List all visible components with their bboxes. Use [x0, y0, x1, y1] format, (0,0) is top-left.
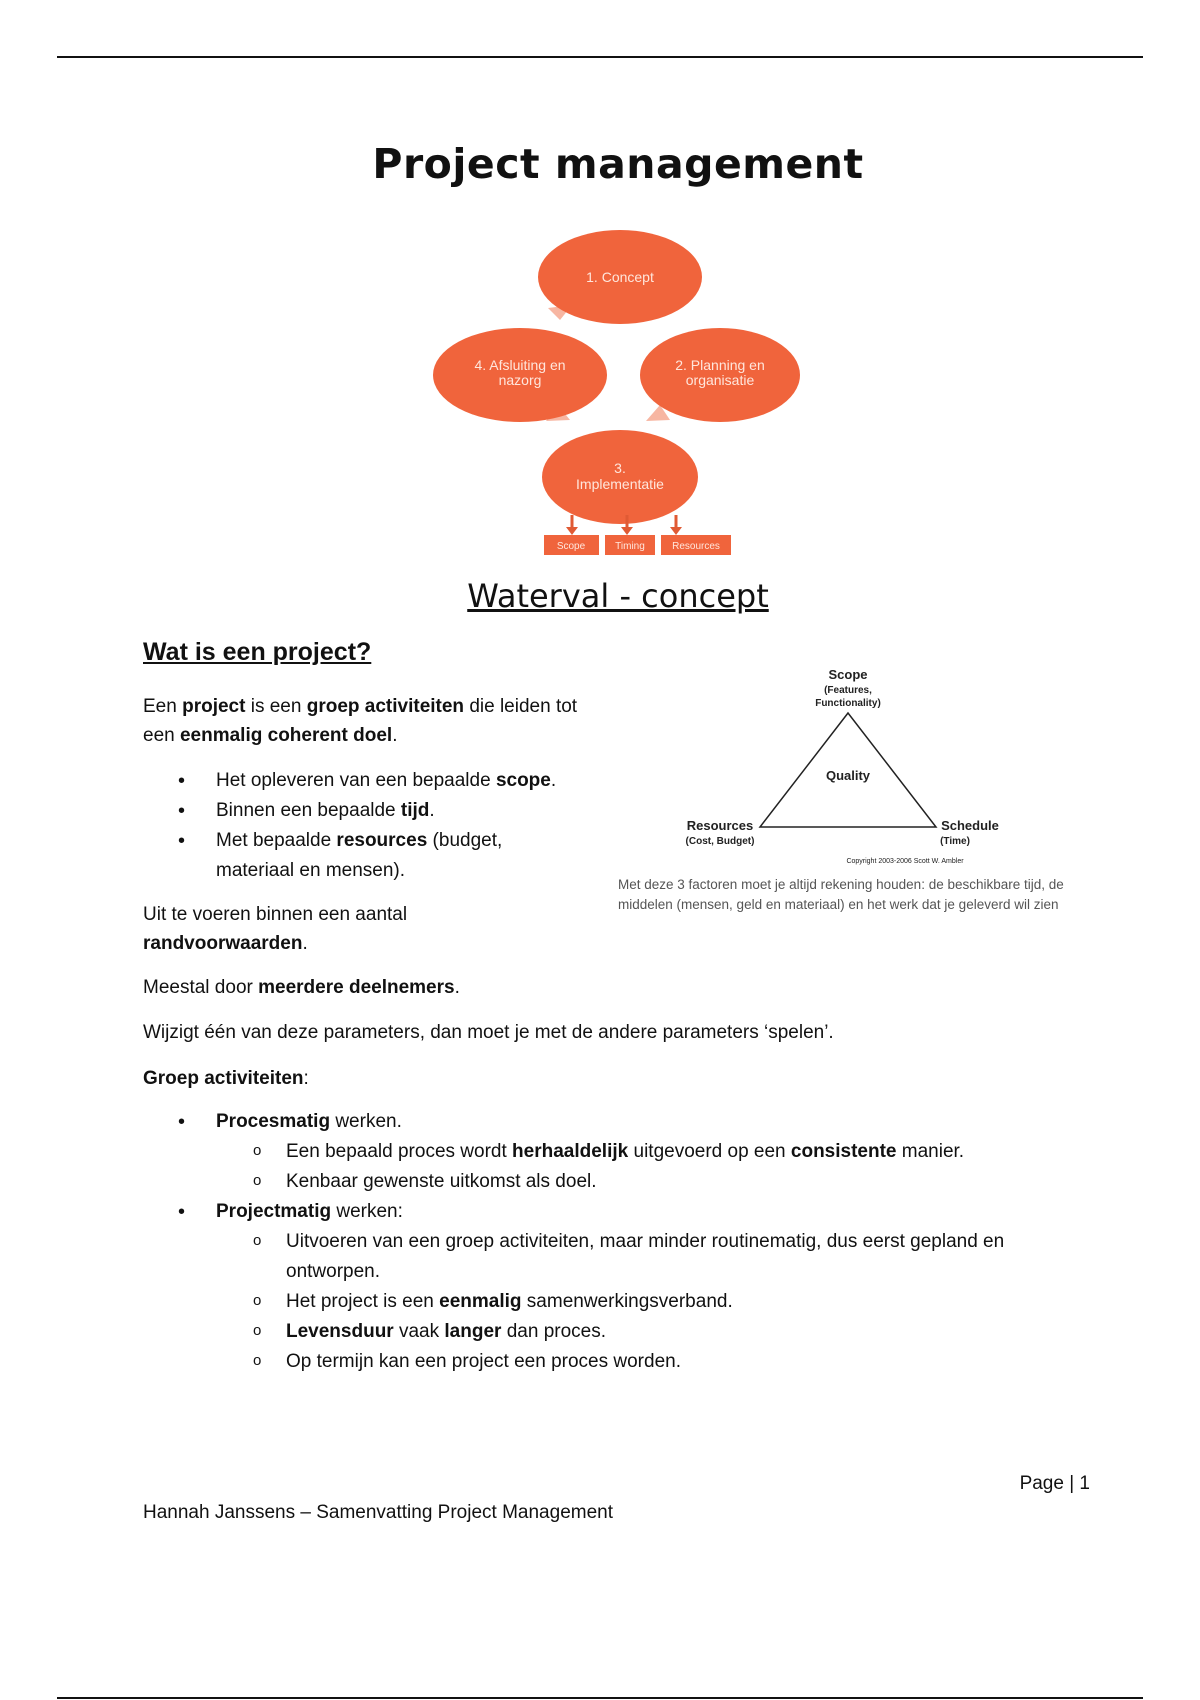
- triangle-top-sub: Functionality): [815, 698, 881, 709]
- procesmatig-sublist: [143, 1137, 1143, 1197]
- parameters-paragraph: Wijzigt één van deze parameters, dan moet je met de andere parameters ‘spelen’.: [143, 1022, 834, 1043]
- triangle-caption: Met deze 3 factoren moet je altijd rekening houden: de beschikbare tijd, de middelen (mensen, geld en materiaal) en het werk dat je geleverd wil zien: [618, 877, 1064, 912]
- node-label: Implementatie: [576, 476, 664, 492]
- triangle-left-sub: (Cost, Budget): [685, 836, 755, 847]
- work-method-list: [143, 1107, 1143, 1137]
- list-item: o Uitvoeren van een groep activiteiten, maar minder routinematig, dus eerst gepland en ontworpen.: [143, 1227, 1073, 1287]
- list-item: o Een bepaald proces wordt herhaaldelijk uitgevoerd op een consistente manier.: [143, 1137, 1143, 1167]
- triangle-top-sub: (Features,: [824, 685, 872, 696]
- node-label: 4. Afsluiting en: [474, 357, 566, 373]
- page-number: Page | 1: [1019, 1473, 1090, 1494]
- triangle-top-label: Scope: [828, 667, 868, 682]
- projectmatig-sublist: [143, 1227, 1073, 1377]
- node-label: 1. Concept: [586, 269, 654, 285]
- page-title: Project management: [372, 140, 864, 188]
- output-label: Scope: [556, 541, 586, 552]
- down-arrow-head: [670, 527, 682, 535]
- diagram-subtitle: Waterval - concept: [467, 577, 769, 615]
- work-method-list: [143, 1197, 1143, 1227]
- triangle-right-sub: (Time): [940, 836, 970, 847]
- down-arrow-head: [621, 527, 633, 535]
- output-label: Timing: [615, 541, 645, 552]
- list-item: o Kenbaar gewenste uitkomst als doel.: [143, 1167, 1143, 1197]
- list-item: o Op termijn kan een project een proces worden.: [143, 1347, 1073, 1377]
- constraints-paragraph: Uit te voeren binnen een aantal randvoorwaarden.: [143, 904, 408, 954]
- list-item: • Procesmatig werken.: [143, 1107, 1143, 1137]
- triangle-center-label: Quality: [825, 768, 871, 783]
- participants-paragraph: Meestal door meerdere deelnemers.: [143, 977, 460, 998]
- list-item: • Projectmatig werken:: [143, 1197, 1143, 1227]
- footer-author: Hannah Janssens – Samenvatting Project Management: [143, 1502, 613, 1523]
- list-item: • Het opleveren van een bepaalde scope.: [143, 766, 593, 796]
- node-label: organisatie: [685, 372, 755, 388]
- group-activities-label: Groep activiteiten:: [143, 1068, 309, 1089]
- bottom-rule: [57, 1697, 1143, 1699]
- list-item: • Met bepaalde resources (budget, materiaal en mensen).: [143, 826, 516, 886]
- list-item: • Binnen een bepaalde tijd.: [143, 796, 593, 826]
- node-label: nazorg: [498, 372, 542, 388]
- list-item: o Het project is een eenmalig samenwerkingsverband.: [143, 1287, 1073, 1317]
- section-heading: Wat is een project?: [143, 638, 372, 666]
- project-triangle-diagram: [670, 660, 1030, 870]
- down-arrow-head: [566, 527, 578, 535]
- top-rule: [57, 56, 1143, 58]
- list-item: o Levensduur vaak langer dan proces.: [143, 1317, 1073, 1347]
- triangle-right-label: Schedule: [941, 818, 999, 833]
- node-label: 3.: [614, 460, 626, 476]
- waterfall-cycle-diagram: [420, 215, 800, 560]
- triangle-copyright: Copyright 2003-2006 Scott W. Ambler: [846, 858, 964, 865]
- output-label: Resources: [672, 541, 720, 552]
- triangle-left-label: Resources: [686, 818, 754, 833]
- node-label: 2. Planning en: [675, 357, 765, 373]
- project-bullets: [143, 766, 593, 886]
- intro-paragraph: Een project is een groep activiteiten die leiden tot een eenmalig coherent doel.: [143, 696, 578, 746]
